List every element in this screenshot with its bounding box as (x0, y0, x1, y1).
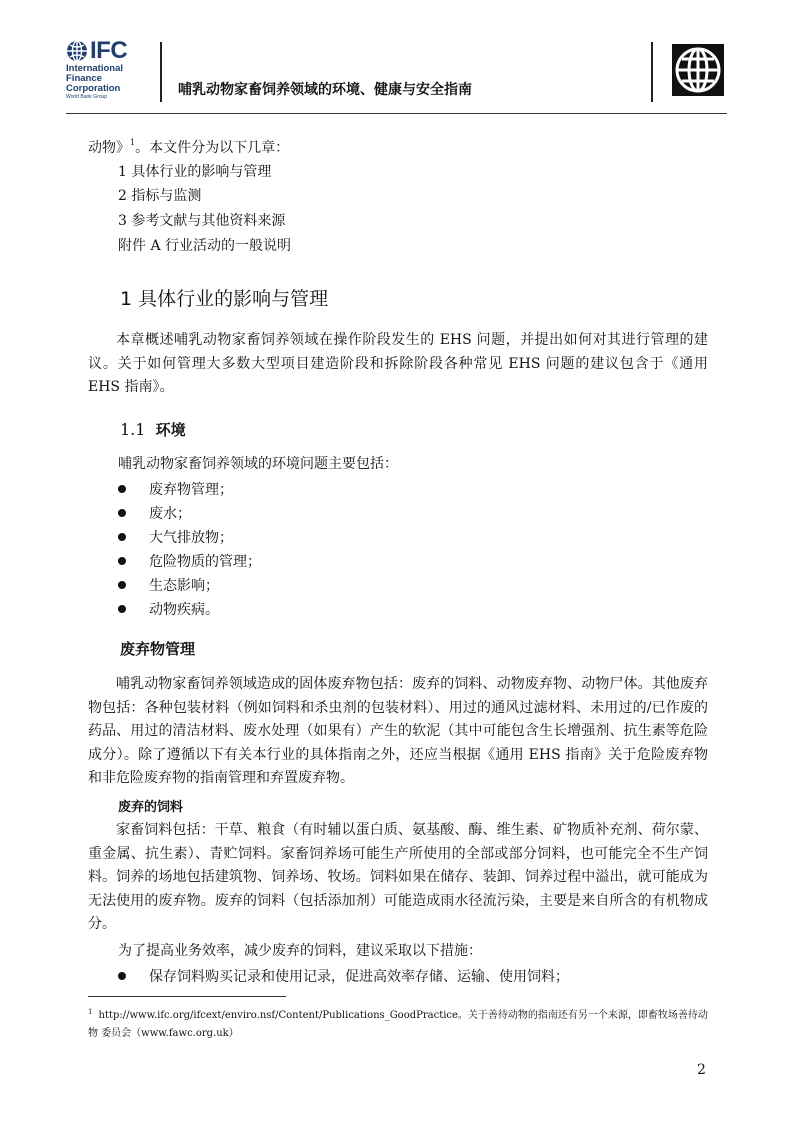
header-divider-right (651, 42, 653, 102)
ifc-logo (66, 37, 156, 106)
header-rule (66, 113, 727, 114)
ifc-subtitle: World Bank Group (66, 94, 108, 100)
footnote-ref[interactable]: 1 (130, 138, 136, 147)
measures-list (118, 964, 569, 988)
ifc-globe-icon (66, 40, 88, 62)
list-item: 动物疾病。 (118, 597, 261, 621)
ifc-line-2: Finance (66, 73, 102, 84)
feed-paragraph: 家畜饲料包括：干草、粮食（有时辅以蛋白质、氨基酸、酶、维生素、矿物质补充剂、荷尔蒙、重金属、抗生素）、青贮饲料。家畜饲养场可能生产所使用的全部或部分饲料，也可能完全不生产饲料。饲养的场地包括建筑物、饲养场、牧场。饲料如果在储存、装卸、饲养过程中溢出，就可能成为无法使用的废弃物。废弃的饲料（包括添加剂）可能造成雨水径流污染，主要是来自所含的有机物成分。 (88, 822, 708, 932)
list-item: 危险物质的管理； (118, 549, 261, 573)
ifc-acronym: IFC (90, 37, 128, 64)
waste-paragraph: 哺乳动物家畜饲养领域造成的固体废弃物包括：废弃的饲料、动物废弃物、动物尸体。其他废弃物包括：各种包装材料（例如饲料和杀虫剂的包装材料）、用过的通风过滤材料、未用过的/已作废的药品、用过的清洁材料、废水处理（如果有）产生的软泥（其中可能包含生长增强剂、抗生素等危险成分）。除了遵循以下有关本行业的具体指南之外，还应当根据《通用 EHS 指南》关于危险废弃物和非危险废弃物的指南管理和弃置废弃物。 (88, 676, 708, 786)
waste-feed-subheading: 废弃的饲料 (118, 800, 184, 815)
section-1-paragraph: 本章概述哺乳动物家畜饲养领域在操作阶段发生的 EHS 问题，并提出如何对其进行管理的建议。关于如何管理大多数大型项目建造阶段和拆除阶段各种常见 EHS 问题的建议包含于《通用 EHS 指南》。 (88, 332, 708, 395)
environment-lead: 哺乳动物家畜饲养领域的环境问题主要包括： (118, 456, 398, 472)
chapter-item-annex: 附件 A 行业活动的一般说明 (118, 238, 292, 254)
chapter-item-1: 1 具体行业的影响与管理 (118, 164, 272, 180)
chapter-item-3: 3 参考文献与其他资料来源 (118, 213, 286, 229)
chapter-item-2: 2 指标与监测 (118, 188, 202, 204)
world-bank-globe-icon (672, 44, 724, 96)
footnote (88, 1007, 714, 1043)
waste-heading: 废弃物管理 (120, 640, 196, 658)
section-1-1-heading: 1.1 环境 (120, 420, 186, 439)
list-item: 大气排放物； (118, 525, 261, 549)
section-1-heading: 1 具体行业的影响与管理 (120, 288, 329, 310)
footnote-marker: 1 (88, 1008, 93, 1016)
environment-bullet-list (118, 477, 261, 621)
ifc-line-3: Corporation (66, 83, 121, 94)
page-number: 2 (697, 1062, 706, 1078)
list-item: 保存饲料购买记录和使用记录，促进高效率存储、运输、使用饲料； (118, 964, 569, 988)
measures-lead: 为了提高业务效率，减少废弃的饲料，建议采取以下措施： (118, 943, 482, 959)
footnote-rule (88, 996, 286, 997)
intro-line: 动物》$^1$。本文件分为以下几章： (88, 138, 290, 156)
list-item: 废水； (118, 501, 261, 525)
header-divider-left (160, 42, 162, 102)
list-item: 生态影响； (118, 573, 261, 597)
footnote-text[interactable]: http://www.ifc.org/ifcext/enviro.nsf/Content/Publications_GoodPractice。关于善待动物的指南还有另一个来源，即畜牧场善待动物 委员会（www.fawc.org.uk） (88, 1010, 708, 1039)
ifc-line-1: International (66, 63, 124, 74)
header-title: 哺乳动物家畜饲养领域的环境、健康与安全指南 (178, 82, 472, 98)
list-item: 废弃物管理； (118, 477, 261, 501)
